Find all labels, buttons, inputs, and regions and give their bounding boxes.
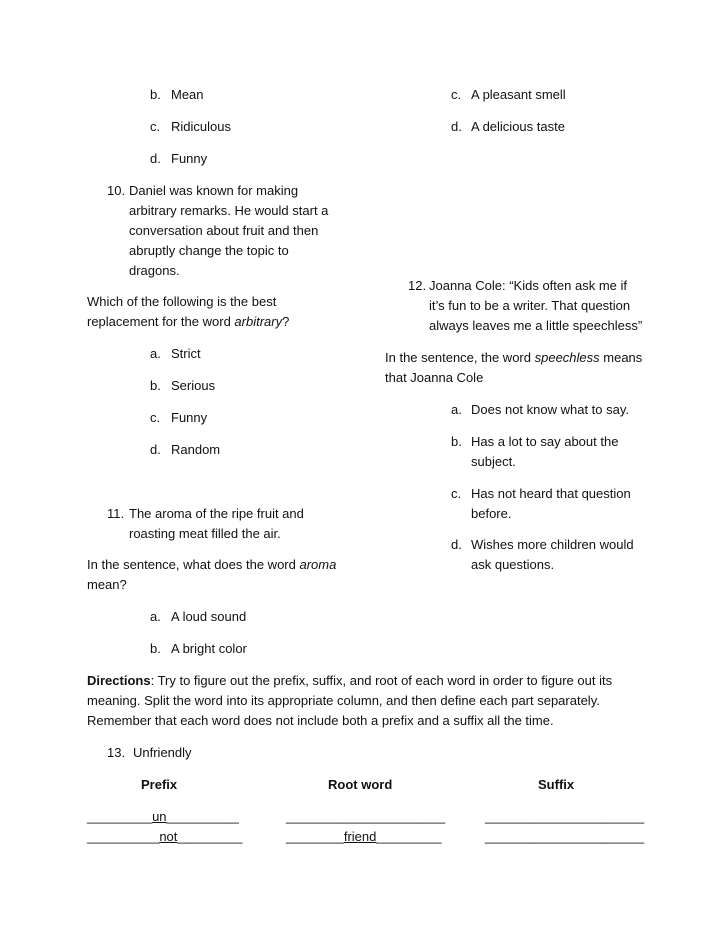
question-text-line: The aroma of the ripe fruit and	[129, 506, 304, 521]
question-number: 12.	[408, 278, 427, 293]
option-letter: b.	[451, 434, 462, 449]
option-text: Strict	[171, 346, 201, 361]
option-text: Does not know what to say.	[471, 402, 630, 417]
prefix-answer: not	[159, 829, 178, 844]
blank-fill: _________	[87, 809, 153, 824]
root-answer-line	[286, 830, 441, 843]
directions-line	[87, 674, 612, 687]
question-number: 10.	[107, 183, 126, 198]
prompt-text: replacement for the word	[87, 314, 235, 329]
question-text-line: always leaves me a little speechless”	[429, 318, 643, 333]
question-prompt	[87, 315, 289, 328]
question-text-line: abruptly change the topic to	[129, 243, 289, 258]
question-text-line: Joanna Cole: “Kids often ask me if	[429, 278, 627, 293]
question-prompt: that Joanna Cole	[385, 370, 484, 385]
option-text: A pleasant smell	[471, 87, 566, 102]
blank-fill: _________	[376, 829, 442, 844]
option-text: Ridiculous	[171, 119, 231, 134]
option-text: subject.	[471, 454, 516, 469]
question-text-line: conversation about fruit and then	[129, 223, 319, 238]
question-number: 13.	[107, 745, 126, 760]
question-word: Unfriendly	[133, 745, 192, 760]
option-text: Has not heard that question	[471, 486, 631, 501]
prompt-text: In the sentence, the word	[385, 350, 535, 365]
option-text: Has a lot to say about the	[471, 434, 619, 449]
option-letter: b.	[150, 87, 161, 102]
option-letter: c.	[451, 486, 462, 501]
option-text: Random	[171, 442, 221, 457]
option-letter: c.	[451, 87, 462, 102]
suffix-answer-line: ______________________	[485, 809, 645, 824]
option-text: before.	[471, 506, 512, 521]
question-prompt	[87, 558, 336, 571]
option-letter: a.	[150, 346, 161, 361]
question-number: 11.	[107, 506, 125, 521]
prompt-text: means	[599, 350, 643, 365]
prompt-keyword: speechless	[534, 350, 600, 365]
option-letter: a.	[150, 609, 161, 624]
option-text: A bright color	[171, 641, 247, 656]
root-answer: friend	[343, 829, 377, 844]
question-text-line: roasting meat filled the air.	[129, 526, 281, 541]
column-header-prefix: Prefix	[141, 777, 178, 792]
root-answer-line: ______________________	[286, 809, 446, 824]
prefix-answer: un	[152, 809, 167, 824]
prompt-keyword: arbitrary	[234, 314, 283, 329]
question-prompt	[385, 351, 642, 364]
directions-text: : Try to figure out the prefix, suffix, and root of each word in order to figure out its	[150, 673, 613, 688]
prefix-answer-line	[87, 830, 242, 843]
option-letter: b.	[150, 378, 161, 393]
prompt-text: ?	[282, 314, 290, 329]
question-text-line: dragons.	[129, 263, 180, 278]
suffix-answer-line: ______________________	[485, 829, 645, 844]
option-letter: d.	[451, 119, 462, 134]
option-letter: a.	[451, 402, 462, 417]
option-text: Mean	[171, 87, 204, 102]
option-letter: c.	[150, 410, 161, 425]
option-text: Funny	[171, 151, 208, 166]
option-text: A loud sound	[171, 609, 247, 624]
question-prompt: Which of the following is the best	[87, 294, 277, 309]
option-text: ask questions.	[471, 557, 555, 572]
directions-line: meaning. Split the word into its appropriate column, and then define each part separately.	[87, 693, 600, 708]
option-text: Serious	[171, 378, 216, 393]
prompt-keyword: aroma	[299, 557, 337, 572]
blank-fill: __________	[87, 829, 160, 844]
question-prompt: mean?	[87, 577, 127, 592]
directions-label: Directions	[87, 673, 151, 688]
option-letter: c.	[150, 119, 161, 134]
option-letter: b.	[150, 641, 161, 656]
option-text: Funny	[171, 410, 208, 425]
option-text: Wishes more children would	[471, 537, 634, 552]
question-text-line: it’s fun to be a writer. That question	[429, 298, 631, 313]
blank-fill: _________	[177, 829, 243, 844]
option-text: A delicious taste	[471, 119, 565, 134]
column-header-suffix: Suffix	[538, 777, 575, 792]
option-letter: d.	[150, 151, 161, 166]
prompt-text: In the sentence, what does the word	[87, 557, 300, 572]
column-header-root: Root word	[328, 777, 393, 792]
blank-fill: ________	[286, 829, 344, 844]
question-text-line: Daniel was known for making	[129, 183, 299, 198]
prefix-answer-line	[87, 810, 239, 823]
directions-line: Remember that each word does not include both a prefix and a suffix all the time.	[87, 713, 554, 728]
option-letter: d.	[451, 537, 462, 552]
question-text-line: arbitrary remarks. He would start a	[129, 203, 329, 218]
option-letter: d.	[150, 442, 161, 457]
blank-fill: __________	[166, 809, 239, 824]
